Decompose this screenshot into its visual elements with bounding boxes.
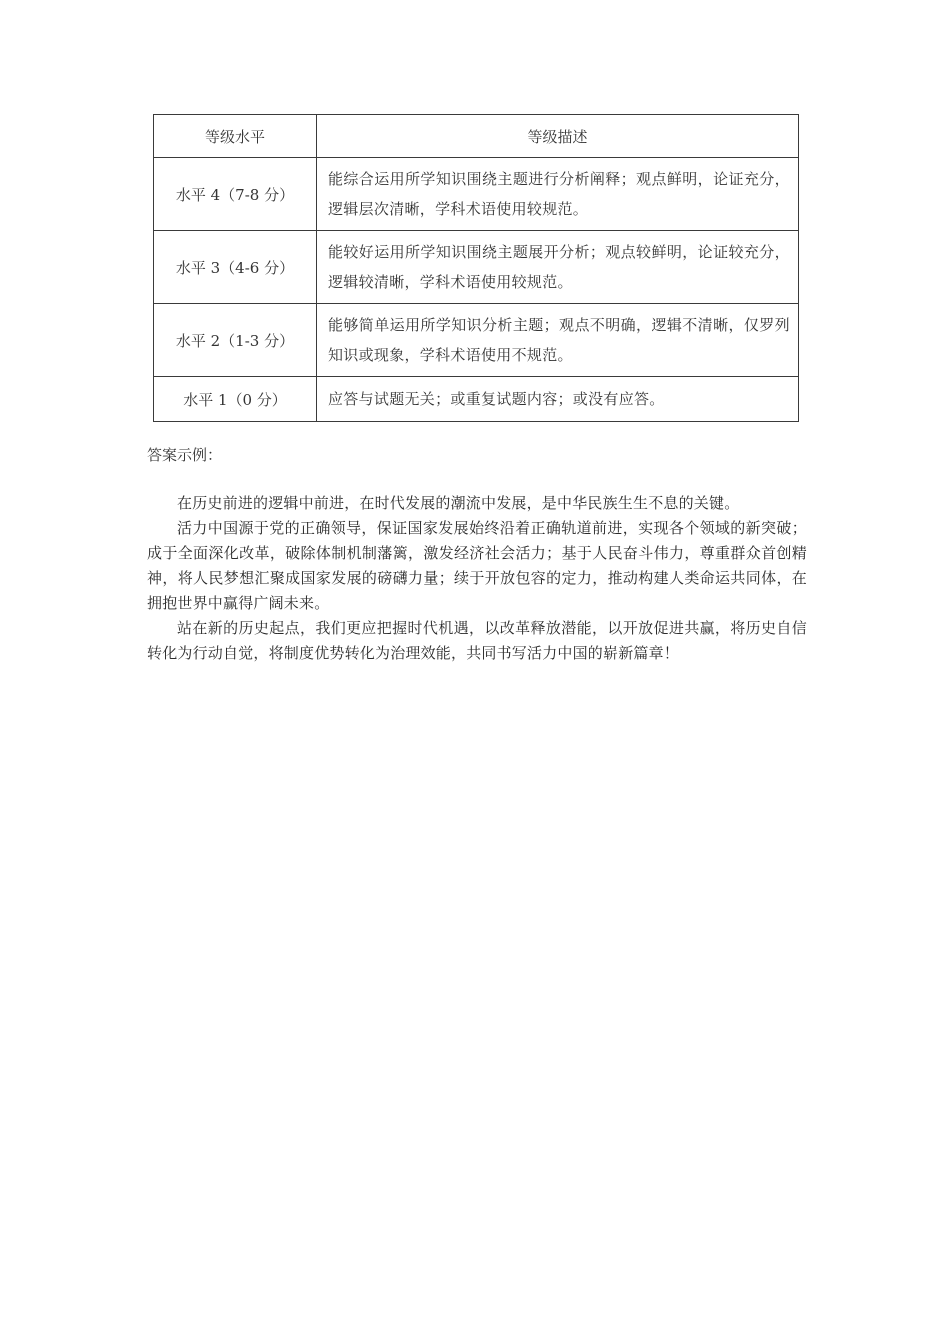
table-row <box>154 231 799 304</box>
answer-essay <box>147 491 807 666</box>
table-row <box>154 304 799 377</box>
description-cell: 能较好运用所学知识围绕主题展开分析；观点较鲜明，论证较充分，逻辑较清晰，学科术语使用较规范。 <box>317 231 799 304</box>
level-cell: 水平 4（7-8 分） <box>154 158 317 231</box>
answer-label: 答案示例： <box>147 446 223 464</box>
essay-paragraph: 在历史前进的逻辑中前进，在时代发展的潮流中发展，是中华民族生生不息的关键。 <box>177 494 740 512</box>
table-row <box>154 158 799 231</box>
description-cell: 能综合运用所学知识围绕主题进行分析阐释；观点鲜明，论证充分，逻辑层次清晰，学科术语使用较规范。 <box>317 158 799 231</box>
level-cell: 水平 3（4-6 分） <box>154 231 317 304</box>
table-header-row <box>154 115 799 158</box>
description-cell: 能够简单运用所学知识分析主题；观点不明确，逻辑不清晰，仅罗列知识或现象，学科术语使用不规范。 <box>317 304 799 377</box>
essay-paragraph: 站在新的历史起点，我们更应把握时代机遇，以改革释放潜能，以开放促进共赢，将历史自信转化为行动自觉，将制度优势转化为治理效能，共同书写活力中国的崭新篇章！ <box>147 619 807 662</box>
header-description: 等级描述 <box>317 115 799 158</box>
table-row <box>154 377 799 422</box>
essay-paragraph: 活力中国源于党的正确领导，保证国家发展始终沿着正确轨道前进，实现各个领域的新突破；成于全面深化改革，破除体制机制藩篱，激发经济社会活力；基于人民奋斗伟力，尊重群众首创精神，将人民梦想汇聚成国家发展的磅礴力量；续于开放包容的定力，推动构建人类命运共同体，在拥抱世界中赢得广阔未来。 <box>147 519 807 612</box>
header-level: 等级水平 <box>154 115 317 158</box>
level-cell: 水平 1（0 分） <box>154 377 317 422</box>
grading-table <box>153 114 799 422</box>
level-cell: 水平 2（1-3 分） <box>154 304 317 377</box>
description-cell: 应答与试题无关；或重复试题内容；或没有应答。 <box>317 377 799 422</box>
